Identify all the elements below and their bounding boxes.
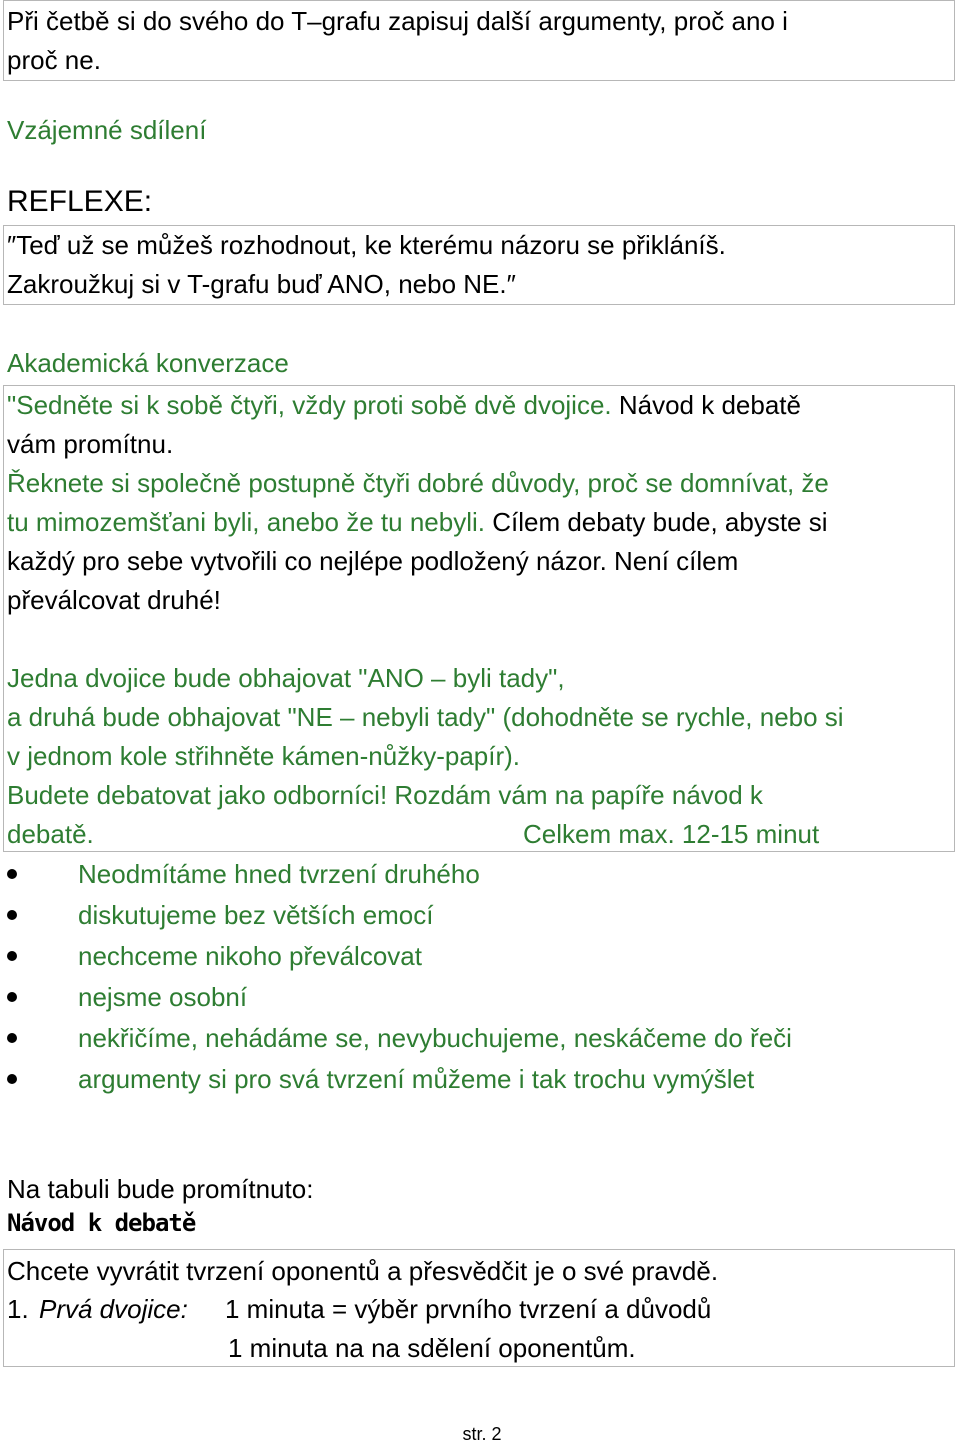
bullet-icon	[7, 951, 17, 961]
academic-line9: v jednom kole střihněte kámen-nůžky-papír).	[7, 741, 521, 771]
bullet-icon	[7, 1033, 17, 1043]
rule-text: nechceme nikoho převálcovat	[78, 941, 422, 971]
list-item	[7, 899, 947, 939]
rule-text: Neodmítáme hned tvrzení druhého	[78, 859, 480, 889]
rule-text: diskutujeme bez větších emocí	[78, 900, 434, 930]
guide-line2-num: 1.	[7, 1294, 29, 1324]
academic-line7: Jedna dvojice bude obhajovat "ANO – byli tady",	[7, 663, 565, 693]
academic-line2: vám promítnu.	[7, 429, 174, 459]
guide-line2-rest: 1 minuta = výběr prvního tvrzení a důvodů	[225, 1294, 712, 1324]
list-item	[7, 858, 947, 898]
page-number: str. 2	[462, 1424, 502, 1444]
academic-heading: Akademická konverzace	[7, 348, 289, 378]
list-item	[7, 981, 947, 1021]
reflection-line2: Zakroužkuj si v T-grafu buď ANO, nebo NE.″	[7, 269, 516, 299]
guide-line1: Chcete vyvrátit tvrzení oponentů a přesvědčit je o své pravdě.	[7, 1256, 719, 1286]
academic-line5-a: každý pro sebe vytvořili co nejlépe podložený názor.	[7, 546, 607, 576]
rule-text: argumenty si pro svá tvrzení můžeme i tak trochu vymýšlet	[78, 1064, 755, 1094]
bullet-icon	[7, 992, 17, 1002]
academic-line8: a druhá bude obhajovat "NE – nebyli tady" (dohodněte se rychle, nebo si	[7, 702, 844, 732]
guide-line2-pair: Prvá dvojice:	[39, 1294, 188, 1324]
bullet-icon	[7, 910, 17, 920]
top-instruction-line2: proč ne.	[7, 45, 101, 75]
list-item	[7, 1022, 947, 1062]
academic-line11	[7, 815, 94, 854]
academic-line5-b: Není cílem	[606, 546, 739, 576]
academic-line3: Řeknete si společně postupně čtyři dobré důvody, proč se domnívat, že	[7, 468, 829, 498]
list-item	[7, 940, 947, 980]
projection-label: Na tabuli bude promítnuto:	[7, 1174, 314, 1204]
academic-line11-a: debatě.	[7, 819, 94, 849]
academic-line11-time: Celkem max. 12-15 minut	[523, 819, 820, 849]
academic-line10: Budete debatovat jako odborníci! Rozdám vám na papíře návod k	[7, 780, 763, 810]
rule-text: nekřičíme, nehádáme se, nevybuchujeme, neskáčeme do řeči	[78, 1023, 792, 1053]
academic-line1	[7, 386, 801, 425]
bullet-icon	[7, 1074, 17, 1084]
academic-line4-b: Cílem debaty bude, abyste si	[484, 507, 828, 537]
academic-line1-b: Návod k debatě	[611, 390, 801, 420]
guide-line3: 1 minuta na na sdělení oponentům.	[228, 1333, 636, 1363]
reflection-heading: REFLEXE:	[7, 185, 153, 218]
list-item	[7, 1063, 947, 1103]
academic-line4-a: tu mimozemšťani byli, anebo že tu nebyli.	[7, 507, 485, 537]
guide-title: Návod k debatě	[7, 1209, 196, 1237]
academic-line4	[7, 503, 828, 542]
academic-line1-a: "Sedněte si k sobě čtyři, vždy proti sobě dvě dvojice.	[7, 390, 612, 420]
reflection-line1: ″Teď už se můžeš rozhodnout, ke kterému názoru se přikláníš.	[7, 230, 726, 260]
bullet-icon	[7, 869, 17, 879]
academic-line6: převálcovat druhé!	[7, 585, 221, 615]
academic-line5	[7, 542, 738, 581]
rule-text: nejsme osobní	[78, 982, 248, 1012]
top-instruction-line1: Při četbě si do svého do T–grafu zapisuj další argumenty, proč ano i	[7, 6, 788, 36]
sharing-heading: Vzájemné sdílení	[7, 115, 207, 145]
